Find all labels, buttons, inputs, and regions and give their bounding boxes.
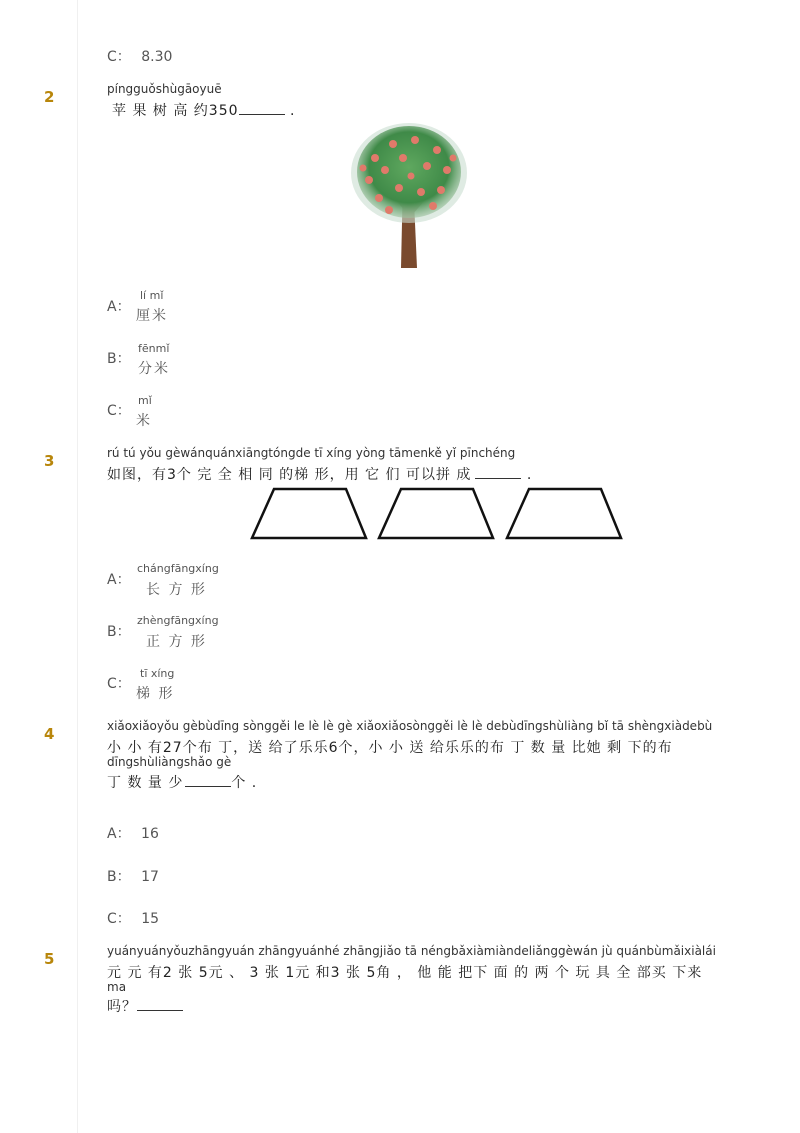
q2-question-text bbox=[112, 100, 295, 120]
q4-text-line1: 小 小 有27个布 丁，送 给了乐乐6个，小 小 送 给乐乐的布 丁 数 量 比她 剩 下的布 bbox=[107, 740, 673, 756]
q4-option-b[interactable] bbox=[107, 866, 159, 886]
q2-option-c-pinyin: mǐ bbox=[138, 394, 152, 407]
q2-option-c-hanzi: 米 bbox=[136, 413, 152, 429]
q2-option-b-key: B： bbox=[107, 351, 131, 367]
q4-option-c[interactable] bbox=[107, 908, 159, 928]
q3-option-b-hanzi: 正 方 形 bbox=[146, 634, 207, 650]
q2-option-a-hanzi: 厘米 bbox=[136, 308, 168, 324]
q2-option-c-key: C： bbox=[107, 403, 131, 419]
q4-option-a-key: A： bbox=[107, 826, 131, 842]
question-number-5: 5 bbox=[44, 950, 55, 968]
question-number-3: 3 bbox=[44, 452, 55, 470]
q2-option-b-hanzi: 分米 bbox=[138, 361, 170, 377]
q5-text-line1: 元 元 有2 张 5元 、 3 张 1元 和3 张 5角 ， 他 能 把下 面 的 两 个 玩 具 全 部买 下来 bbox=[107, 965, 703, 981]
q1-option-c-value: 8.30 bbox=[141, 49, 173, 65]
q3-option-c-pinyin: tī xíng bbox=[140, 667, 175, 680]
q3-option-b-key: B： bbox=[107, 624, 131, 640]
q4-answer-blank[interactable] bbox=[185, 774, 231, 787]
apple-tree-image bbox=[345, 118, 475, 270]
q5-pinyin-line2: ma bbox=[107, 980, 127, 994]
q2-option-a-pinyin: lí mǐ bbox=[140, 289, 164, 302]
q5-question-text-line2 bbox=[107, 996, 183, 1016]
q3-question-text bbox=[107, 464, 532, 484]
q2-end: . bbox=[289, 103, 296, 119]
q3-end: . bbox=[526, 467, 533, 483]
q5-answer-blank[interactable] bbox=[137, 998, 183, 1011]
q4-option-b-key: B： bbox=[107, 869, 131, 885]
q3-option-a-hanzi: 长 方 形 bbox=[146, 582, 207, 598]
trapezoids-figure bbox=[248, 485, 628, 543]
q2-option-b[interactable] bbox=[107, 348, 131, 368]
q4-question-text-line2 bbox=[107, 772, 257, 792]
q4-option-c-key: C： bbox=[107, 911, 131, 927]
q2-option-a-key: A： bbox=[107, 299, 131, 315]
q3-option-a-key: A： bbox=[107, 572, 131, 588]
trapezoid-2 bbox=[379, 489, 493, 538]
q4-option-c-value: 15 bbox=[141, 911, 160, 927]
question-number-2: 2 bbox=[44, 88, 55, 106]
left-margin-line bbox=[77, 0, 78, 1133]
q2-pinyin: píngguǒshùgāoyuē bbox=[107, 82, 222, 96]
q5-text-line2: 吗？ bbox=[107, 999, 137, 1015]
q4-option-a-value: 16 bbox=[141, 826, 159, 842]
q1-option-c-key: C： bbox=[107, 49, 131, 65]
question-number-4: 4 bbox=[44, 725, 55, 743]
trapezoid-1 bbox=[252, 489, 366, 538]
q3-option-a-pinyin: chángfāngxíng bbox=[137, 562, 219, 575]
q3-option-b[interactable] bbox=[107, 621, 131, 641]
trapezoid-3 bbox=[507, 489, 621, 538]
q2-option-c[interactable] bbox=[107, 400, 131, 420]
q3-option-c-key: C： bbox=[107, 676, 131, 692]
q3-option-b-pinyin: zhèngfāngxíng bbox=[137, 614, 219, 627]
q3-pinyin: rú tú yǒu gèwánquánxiāngtóngde tī xíng yòng tāmenkě yǐ pīnchéng bbox=[107, 446, 516, 460]
q2-option-a[interactable] bbox=[107, 296, 131, 316]
q4-pinyin-line2: dīngshùliàngshǎo gè bbox=[107, 755, 232, 769]
q4-option-b-value: 17 bbox=[141, 869, 159, 885]
q4-end: 个 . bbox=[231, 775, 258, 791]
q3-text: 如图，有3个 完 全 相 同 的梯 形，用 它 们 可以拼 成 bbox=[107, 467, 472, 483]
q3-option-c-hanzi: 梯 形 bbox=[136, 686, 175, 702]
q3-option-a[interactable] bbox=[107, 569, 131, 589]
q5-pinyin-line1: yuányuányǒuzhāngyuán zhāngyuánhé zhāngjiǎo tā néngbǎxiàmiàndeliǎnggèwán jù quánbùmǎixiàlái bbox=[107, 944, 716, 958]
q3-option-c[interactable] bbox=[107, 673, 131, 693]
q2-option-b-pinyin: fēnmǐ bbox=[138, 342, 170, 355]
q1-option-c[interactable] bbox=[107, 46, 172, 66]
q4-option-a[interactable] bbox=[107, 823, 159, 843]
q3-answer-blank[interactable] bbox=[475, 466, 521, 479]
q4-pinyin-line1: xiǎoxiǎoyǒu gèbùdīng sònggěi le lè lè gè xiǎoxiǎosònggěi lè lè debùdīngshùliàng bǐ tā shèngxiàdebù bbox=[107, 719, 713, 733]
q2-answer-blank[interactable] bbox=[239, 102, 285, 115]
q2-text: 苹 果 树 高 约350 bbox=[112, 103, 239, 119]
q4-text-line2: 丁 数 量 少 bbox=[107, 775, 184, 791]
